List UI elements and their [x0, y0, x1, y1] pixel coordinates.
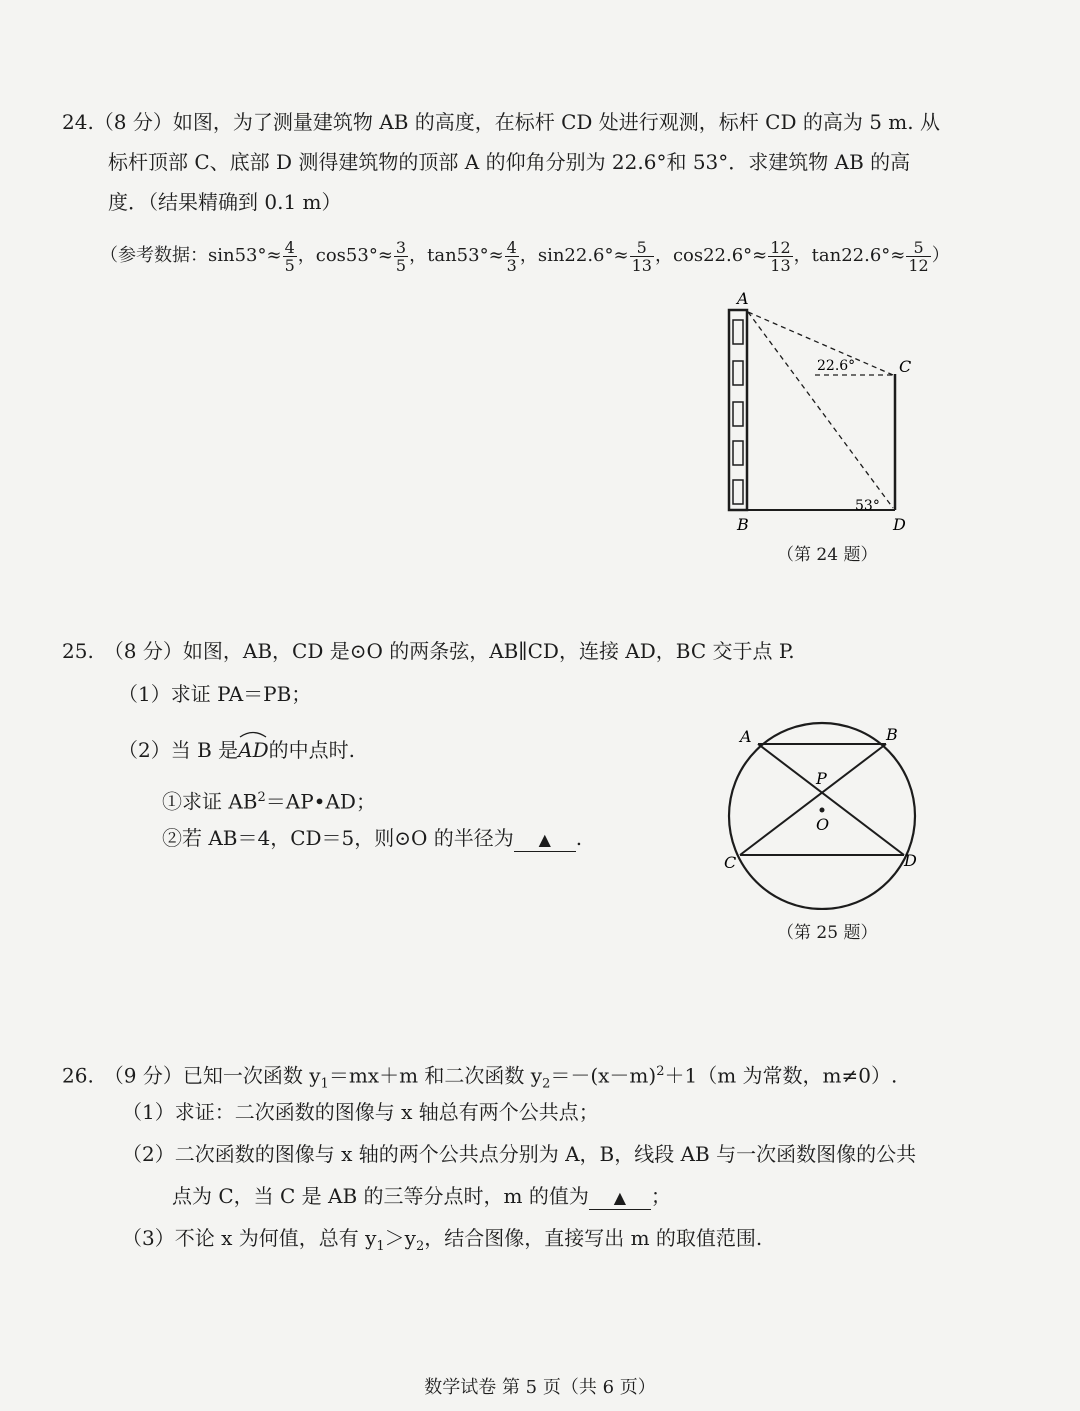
ref-item: sin53°≈ $\frac{4}{5}$ [208, 237, 295, 275]
q25-part1: （1）求证 PA＝PB； [118, 682, 312, 706]
figure-24 [715, 288, 925, 538]
label-d: D [893, 515, 906, 534]
angle-c-label: 22.6° [817, 358, 856, 374]
ref-item: sin22.6°≈ $\frac{5}{13}$ [537, 237, 652, 275]
q24-line3: 度．（结果精确到 0.1 m） [108, 190, 342, 214]
label-b: B [886, 725, 898, 744]
building-window [733, 402, 743, 426]
q25-part2: （2）当 B 是 AD的中点时. [118, 736, 355, 764]
arc-ad: AD [238, 736, 268, 764]
arc-mark-icon [238, 728, 268, 738]
label-a: A [740, 727, 752, 746]
sight-line-da [748, 312, 893, 508]
q26-part3: （3）不论 x 为何值，总有 $y_1>y_2$，结合图像，直接写出 m 的取值范围. [122, 1226, 763, 1254]
q25-sub1: ①求证 $AB^2=AP•AD$； [162, 789, 376, 814]
ref-prefix: （参考数据： [100, 245, 208, 266]
label-o: O [816, 815, 830, 834]
figure-25 [718, 720, 928, 910]
q24-line2: 标杆顶部 C、底部 D 测得建筑物的顶部 A 的仰角分别为 22.6°和 53°．求建筑物 AB 的高 [108, 150, 911, 174]
q25-sub2: ②若 AB＝4，CD＝5，则⊙O 的半径为 ▲ . [162, 826, 583, 850]
ref-item: tan53°≈ $\frac{4}{3}$ [427, 237, 517, 275]
label-a: A [737, 289, 749, 308]
label-c: C [724, 853, 737, 872]
q24-reference-data: （参考数据：sin53°≈ $\frac{4}{5}$ ，cos53°≈ $\frac{3}{5}$ ，tan53°≈ $\frac{4}{3}$ ，sin22.6°≈ $\frac{5}{13}$ ，cos22.6°≈ $\frac{12}{13}$ ，tan22.6°≈ $\frac{5}{12}$ ） [100, 237, 950, 275]
label-b: B [737, 515, 749, 534]
building-window [733, 441, 743, 465]
answer-blank: ▲ [589, 1185, 651, 1210]
page-footer: 数学试卷 第 5 页（共 6 页） [424, 1377, 656, 1398]
q26-part2b: 点为 C，当 C 是 AB 的三等分点时，m 的值为 ▲ ； [172, 1184, 671, 1208]
ref-item: cos22.6°≈ $\frac{12}{13}$ [672, 237, 791, 275]
label-c: C [899, 357, 912, 376]
chord-ad [758, 744, 904, 855]
label-p: P [816, 769, 827, 788]
ref-item: tan22.6°≈ $\frac{5}{12}$ [811, 237, 929, 275]
q25-line1: 25. （8 分）如图，AB，CD 是⊙O 的两条弦，AB∥CD，连接 AD，BC 交于点 P. [62, 639, 795, 663]
label-d: D [904, 851, 917, 870]
q26-line1: 26. （9 分）已知一次函数 $y_1=mx+m$ 和二次函数 $y_2=-(x-m)^2+1(m$ 为常数，m≠0）. [62, 1063, 898, 1092]
q24-line1: 24.（8 分）如图，为了测量建筑物 AB 的高度，在标杆 CD 处进行观测，标杆 CD 的高为 5 m. 从 [62, 110, 940, 134]
caption-25: （第 25 题） [777, 923, 878, 943]
building-window [733, 361, 743, 385]
center-dot [820, 808, 825, 813]
angle-d-label: 53° [855, 498, 880, 514]
caption-24: （第 24 题） [777, 545, 878, 565]
q26-part1: （1）求证：二次函数的图像与 x 轴总有两个公共点； [122, 1100, 599, 1124]
ref-item: cos53°≈ $\frac{3}{5}$ [315, 237, 407, 275]
q26-part2a: （2）二次函数的图像与 x 轴的两个公共点分别为 A，B，线段 AB 与一次函数图像的公共 [122, 1142, 917, 1166]
answer-blank: ▲ [514, 827, 576, 852]
building-window [733, 320, 743, 344]
chord-bc [740, 744, 886, 855]
building-window [733, 480, 743, 504]
